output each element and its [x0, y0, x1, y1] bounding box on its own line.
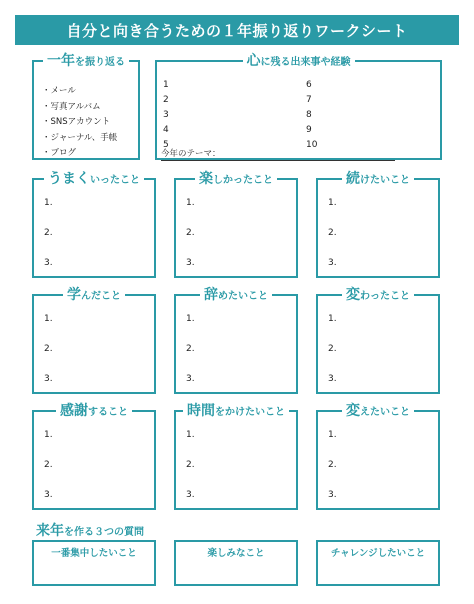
- events-number-grid: [163, 78, 317, 153]
- question-label: チャレンジしたいこと: [330, 548, 426, 559]
- event-number: 5: [163, 140, 169, 150]
- list-item: 1.: [44, 430, 53, 440]
- list-item: 2.: [328, 344, 337, 354]
- box-heading-main: 続: [346, 171, 360, 187]
- went-well-box: [32, 171, 156, 278]
- review-source-item: ・メール: [42, 86, 76, 96]
- box-heading-rest: えたいこと: [360, 407, 410, 418]
- list-item: 3.: [44, 490, 53, 500]
- box-heading-rest: めたいこと: [218, 291, 268, 302]
- numbered-list: [186, 314, 195, 404]
- box-heading-main: 変: [346, 287, 361, 303]
- list-item: 1.: [186, 430, 195, 440]
- list-item: 1.: [328, 314, 337, 324]
- event-number: 1: [163, 80, 169, 90]
- review-source-item: ・写真アルバム: [42, 101, 101, 112]
- event-number: 2: [163, 95, 169, 105]
- learned-box: [32, 287, 156, 394]
- numbered-list: [328, 430, 337, 520]
- quit-box: [174, 287, 298, 394]
- box-heading-rest: いったこと: [90, 175, 140, 186]
- question-box-focus: [32, 540, 156, 586]
- events-heading-main: 心: [246, 53, 261, 69]
- continue-box: [316, 171, 440, 278]
- list-item: 1.: [186, 198, 195, 208]
- gratitude-box: [32, 403, 156, 510]
- review-heading-rest: を振り返る: [75, 57, 125, 68]
- list-item: 3.: [328, 374, 337, 384]
- list-item: 2.: [186, 228, 195, 238]
- numbered-list: [44, 198, 53, 288]
- list-item: 3.: [328, 490, 337, 500]
- list-item: 3.: [44, 258, 53, 268]
- box-heading-main: 感謝: [60, 403, 88, 419]
- numbered-list: [328, 314, 337, 404]
- question-label: 一番集中したいこと: [51, 548, 137, 559]
- next-year-section-label: [36, 520, 144, 540]
- numbered-list: [328, 198, 337, 288]
- list-item: 3.: [186, 258, 195, 268]
- box-heading-rest: わったこと: [360, 291, 410, 302]
- box-heading-rest: んだこと: [81, 291, 121, 302]
- list-item: 1.: [328, 198, 337, 208]
- next-year-label-rest: を作る３つの質問: [64, 527, 144, 538]
- box-heading-rest: しかったこと: [213, 175, 273, 186]
- enjoyed-box: [174, 171, 298, 278]
- list-item: 3.: [186, 374, 195, 384]
- event-number: 6: [306, 80, 312, 90]
- box-heading-main: うまく: [48, 171, 90, 187]
- list-item: 1.: [328, 430, 337, 440]
- next-year-label-main: 来年: [36, 523, 64, 539]
- list-item: 3.: [186, 490, 195, 500]
- list-item: 1.: [44, 314, 53, 324]
- review-year-box: [32, 53, 140, 160]
- box-heading-rest: をかけたいこと: [215, 407, 285, 418]
- event-number: 8: [306, 110, 312, 120]
- question-label: 楽しみなこと: [207, 548, 265, 559]
- box-heading-main: 時間: [187, 403, 215, 419]
- box-heading-main: 辞: [204, 287, 218, 303]
- box-heading-main: 学: [67, 287, 81, 303]
- list-item: 2.: [44, 228, 53, 238]
- time-investment-box: [174, 403, 298, 510]
- box-heading-rest: けたいこと: [360, 175, 410, 186]
- box-heading-rest: すること: [88, 407, 128, 418]
- numbered-list: [186, 430, 195, 520]
- list-item: 2.: [328, 228, 337, 238]
- event-number: 10: [306, 140, 318, 150]
- year-theme-line: 今年のテーマ：: [161, 147, 395, 161]
- list-item: 3.: [44, 374, 53, 384]
- event-number: 4: [163, 125, 169, 135]
- question-box-look-forward: [174, 540, 298, 586]
- box-heading-main: 楽: [199, 171, 213, 187]
- list-item: 2.: [186, 460, 195, 470]
- event-number: 3: [163, 110, 169, 120]
- numbered-list: [186, 198, 195, 288]
- list-item: 3.: [328, 258, 337, 268]
- list-item: 2.: [186, 344, 195, 354]
- worksheet-title: 自分と向き合うための１年振り返りワークシート: [15, 15, 459, 45]
- event-number: 9: [306, 125, 312, 135]
- review-source-list: [42, 84, 117, 162]
- list-item: 2.: [328, 460, 337, 470]
- numbered-list: [44, 430, 53, 520]
- review-heading-main: 一年: [47, 53, 75, 69]
- list-item: 1.: [186, 314, 195, 324]
- change-wish-box: [316, 403, 440, 510]
- event-number: 7: [306, 95, 312, 105]
- list-item: 2.: [44, 460, 53, 470]
- review-source-item: ・SNSアカウント: [42, 117, 111, 127]
- list-item: 1.: [44, 198, 53, 208]
- events-heading-rest: に残る出来事や経験: [260, 57, 351, 68]
- memorable-events-box: [155, 53, 442, 160]
- box-heading-main: 変: [346, 403, 360, 419]
- numbered-list: [44, 314, 53, 404]
- list-item: 2.: [44, 344, 53, 354]
- review-source-item: ・ジャーナル、手帳: [42, 132, 118, 143]
- question-box-challenge: [316, 540, 440, 586]
- changed-box: [316, 287, 440, 394]
- review-source-item: ・ブログ: [42, 148, 77, 158]
